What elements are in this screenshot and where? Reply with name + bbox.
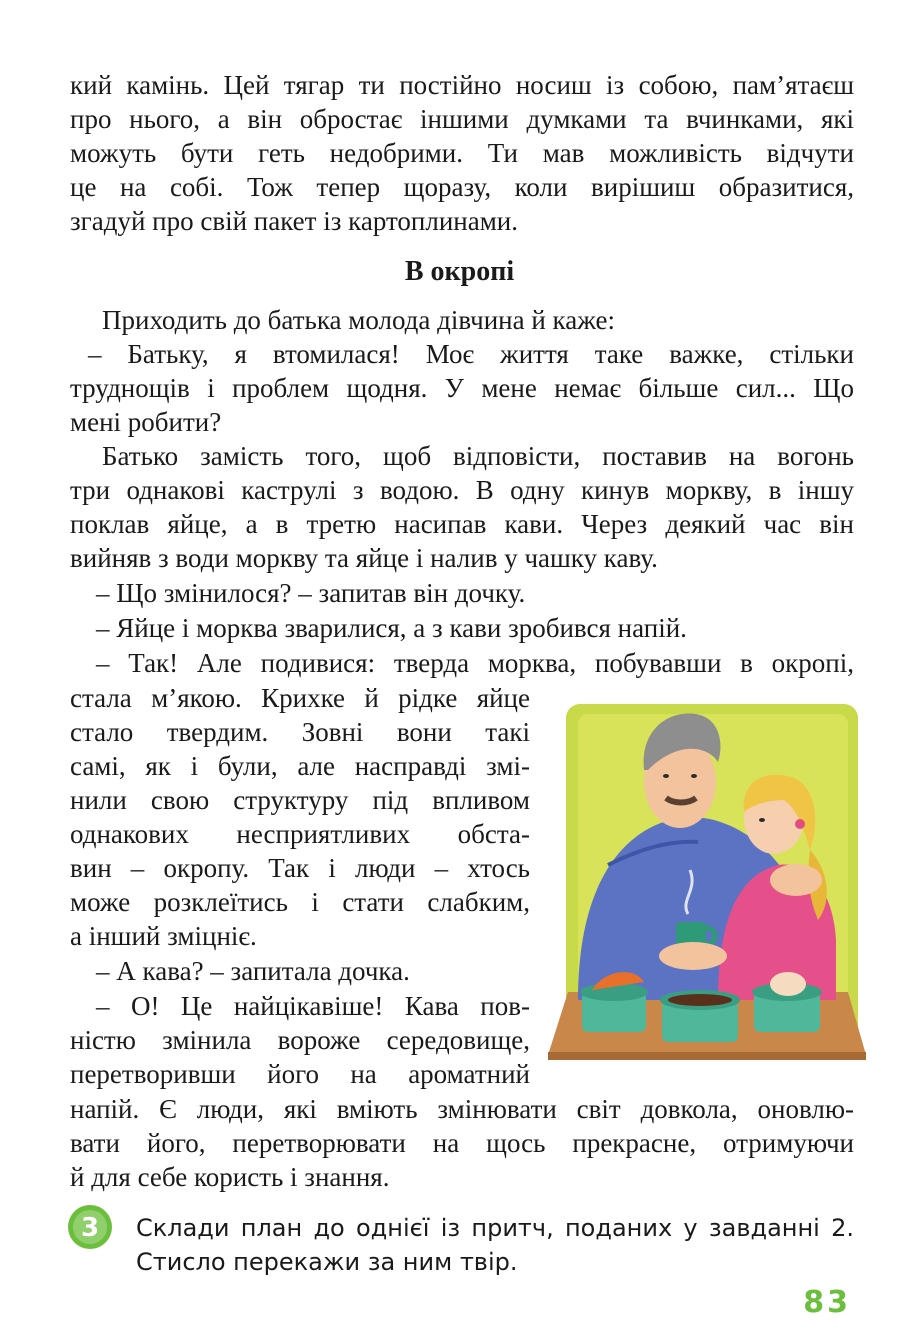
story-line: Приходить до батька молода дівчина й каже: [102,305,615,335]
wrap-line: вин – окропу. Так і люди – хтось [70,853,530,883]
wrap-line: а інший зміцніє. [70,921,257,951]
intro-line: це на собі. Тож тепер щоразу, коли вирішиш образитися, [70,172,854,202]
task-line: Склади план до однієї із притч, поданих у завданні 2. [136,1214,854,1242]
wrap-line: самі, як і були, але насправді змі- [70,751,530,781]
intro-line: можуть бути геть недобрими. Ти мав можливість відчути [70,138,854,168]
story-line: мені робити? [70,407,222,437]
end-line: напій. Є люди, які вміють змінювати світ довкола, оновлю- [70,1094,854,1124]
wrap-line: перетворивши його на ароматний [70,1059,530,1089]
task-number: 3 [80,1213,100,1243]
page-number: 83 [803,1285,851,1320]
story-line: поклав яйце, а в третю насипав кави. Через деякий час він [70,509,854,539]
story-line: три однакові каструлі з водою. В одну кинув моркву, в іншу [70,475,854,505]
story-line: – Батьку, я втомилася! Моє життя таке важке, стільки [88,339,854,369]
wrap-line: – А кава? – запитала дочка. [96,956,410,986]
task-line: Стисло перекажи за ним твір. [136,1248,518,1276]
father-daughter-pots-illustration [548,700,866,1060]
end-line: й для себе користь і знання. [70,1162,390,1192]
story-line: – Яйце і морква зварилися, а з кави зробився напій. [96,613,687,643]
story-line: вийняв з води моркву та яйце і налив у чашку каву. [70,543,658,573]
story-line: труднощів і проблем щодня. У мене немає більше сил... Що [70,373,854,403]
intro-line: про нього, а він обростає іншими думками та вчинками, які [70,104,854,134]
wrap-line: однакових несприятливих обста- [70,819,530,849]
story-line: – Що змінилося? – запитав він дочку. [96,578,526,608]
wrap-line: стала м’якою. Крихке й рідке яйце [70,683,530,713]
end-line: вати його, перетворювати на щось прекрасне, отримуючи [70,1128,854,1158]
wrap-line: – О! Це найцікавіше! Кава пов- [96,991,530,1021]
task-number-badge-icon [66,1203,114,1251]
wrap-line: може розклеїтись і стати слабким, [70,887,530,917]
wrap-line: ністю змінила вороже середовище, [70,1025,530,1055]
intro-line: згадуй про свій пакет із картоплинами. [70,206,518,236]
intro-line: кий камінь. Цей тягар ти постійно носиш із собою, пам’ятаєш [70,70,854,100]
story-title: В окропі [404,256,515,287]
wrap-line: стало твердим. Зовні вони такі [70,717,530,747]
story-line: – Так! Але подивися: тверда морква, побувавши в окропі, [96,648,854,678]
story-line: Батько замість того, щоб відповісти, поставив на вогонь [102,441,854,471]
wrap-line: нили свою структуру під впливом [70,785,530,815]
